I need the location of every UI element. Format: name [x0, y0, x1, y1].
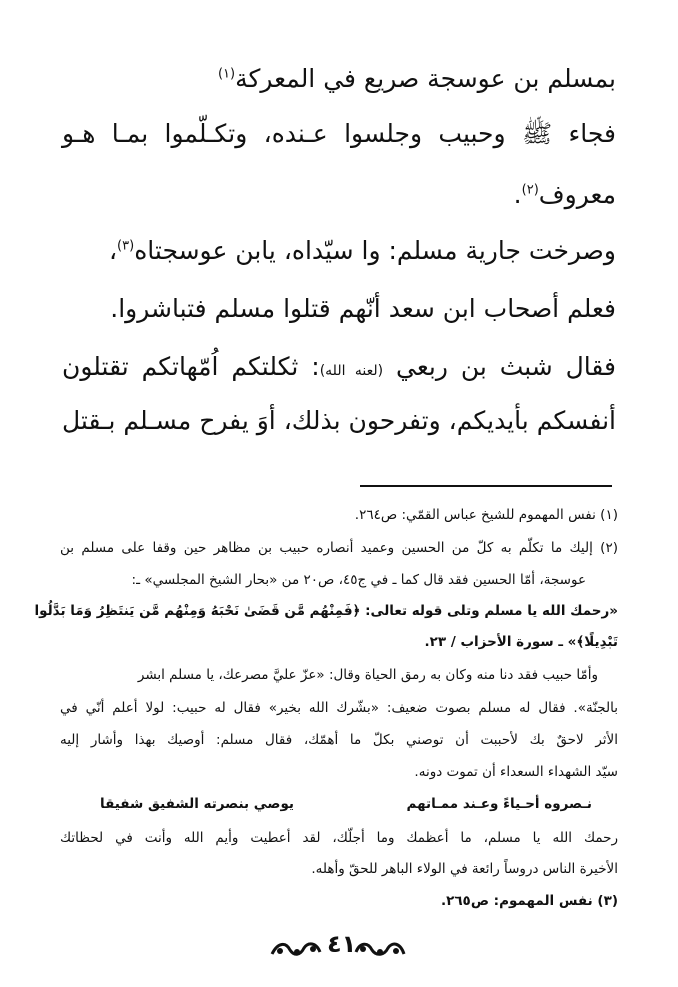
- main-line-7: أنفسكم بأيديكم، وتفرحون بذلك، أوَ يفرح مسـلم بـقتل: [62, 406, 616, 435]
- footnote-2-line-1: (٢) إليك ما تكلّم به كلّ من الحسين وعميد أنصاره حبيب بن مظاهر حين وقفا على مسلم بن: [60, 540, 618, 556]
- poem-left-hemistich: يوصي بنصرته الشفيق شفيقا: [100, 796, 294, 812]
- ornament-right-icon: [354, 940, 406, 958]
- line-6-invocation: (لعنه الله): [319, 363, 384, 379]
- footnote-2-line-5: وأمّا حبيب فقد دنا منه وكان به رمق الحياة وقال: «عزّ عليَّ مصرعك، يا مسلم ابشر: [137, 667, 598, 683]
- main-line-2: فجاء ﷺ وحبيب وجلسوا عـنده، وتكـلّموا بمـا هـو: [62, 119, 616, 148]
- main-line-1: [62, 62, 616, 96]
- line-6-part-c: : ثكلتكم اُمّهاتكم تقتلون: [62, 352, 320, 381]
- ornament-left-icon: [270, 940, 322, 958]
- main-line-4: [62, 234, 616, 268]
- poem-verse: [100, 796, 592, 816]
- footnote-3: (٣) نفس المهموم: ص٢٦٥.: [440, 893, 618, 909]
- line-1-text: بمسلم بن عوسجة صريع في المعركة: [235, 64, 616, 93]
- main-line-3: [62, 178, 616, 212]
- footnote-1: (١) نفس المهموم للشيخ عباس القمّي: ص٢٦٤.: [354, 507, 618, 523]
- footnote-separator: [360, 485, 612, 487]
- main-line-6: [62, 350, 616, 388]
- line-4-text: وصرخت جارية مسلم: وا سيّداه، يابن عوسجتاه: [134, 236, 616, 265]
- footnote-2-line-6: بالجنّة». فقال له مسلم بصوت ضعيف: «بشّرك الله بخير» فقال له حبيب: لولا أعلم أنّي في: [60, 700, 618, 716]
- footnote-2-line-4: تَبْدِيلًا﴾» ـ سورة الأحزاب / ٢٣.: [424, 634, 618, 650]
- line-3-end: .: [513, 180, 522, 209]
- line-3-text: معروف: [538, 180, 616, 209]
- footnote-2-line-8: سيّد الشهداء السعداء أن تموت دونه.: [414, 764, 618, 780]
- line-6-part-a: فقال شبث بن ربعي: [396, 352, 617, 381]
- page-number: ٤١: [327, 930, 357, 958]
- footnote-ref-1: (١): [217, 66, 236, 82]
- poem-right-hemistich: نـصروه أحـياءً وعـند ممـاتهم: [406, 796, 592, 812]
- page-footer: [0, 930, 678, 964]
- footnote-2-line-3: «رحمك الله يا مسلم وتلى قوله تعالى: ﴿فَمِنْهُم مَّن قَضَىٰ نَحْبَهُ وَمِنْهُم مَّن يَنتَظِرُ وَمَا بَدَّلُوا: [34, 603, 618, 619]
- footnote-ref-2: (٢): [521, 182, 539, 198]
- footnote-2-line-10: الأخيرة الناس دروساً رائعة في الولاء الباهر للحقّ وأهله.: [311, 861, 618, 877]
- footnote-ref-3: (٣): [117, 238, 135, 254]
- main-line-5: فعلم أصحاب ابن سعد أنّهم قتلوا مسلم فتباشروا.: [110, 294, 616, 323]
- footnote-2-line-7: الأثر لاحقٌ بك لأحببت أن توصني بكلّ ما أهمّك، فقال مسلم: أوصيك بهذا وأشار إليه: [60, 732, 618, 748]
- footnote-2-line-9: رحمك الله يا مسلم، ما أعظمك وما أجلّك، لقد أعطيت وأيم الله وأنت في لحظاتك: [60, 830, 618, 846]
- line-4-end: ،: [108, 236, 118, 265]
- footnote-2-line-2: عوسجة، أمّا الحسين فقد قال كما ـ في ج٤٥، ص٢٠ من «بحار الشيخ المجلسي» ـ:: [131, 572, 586, 588]
